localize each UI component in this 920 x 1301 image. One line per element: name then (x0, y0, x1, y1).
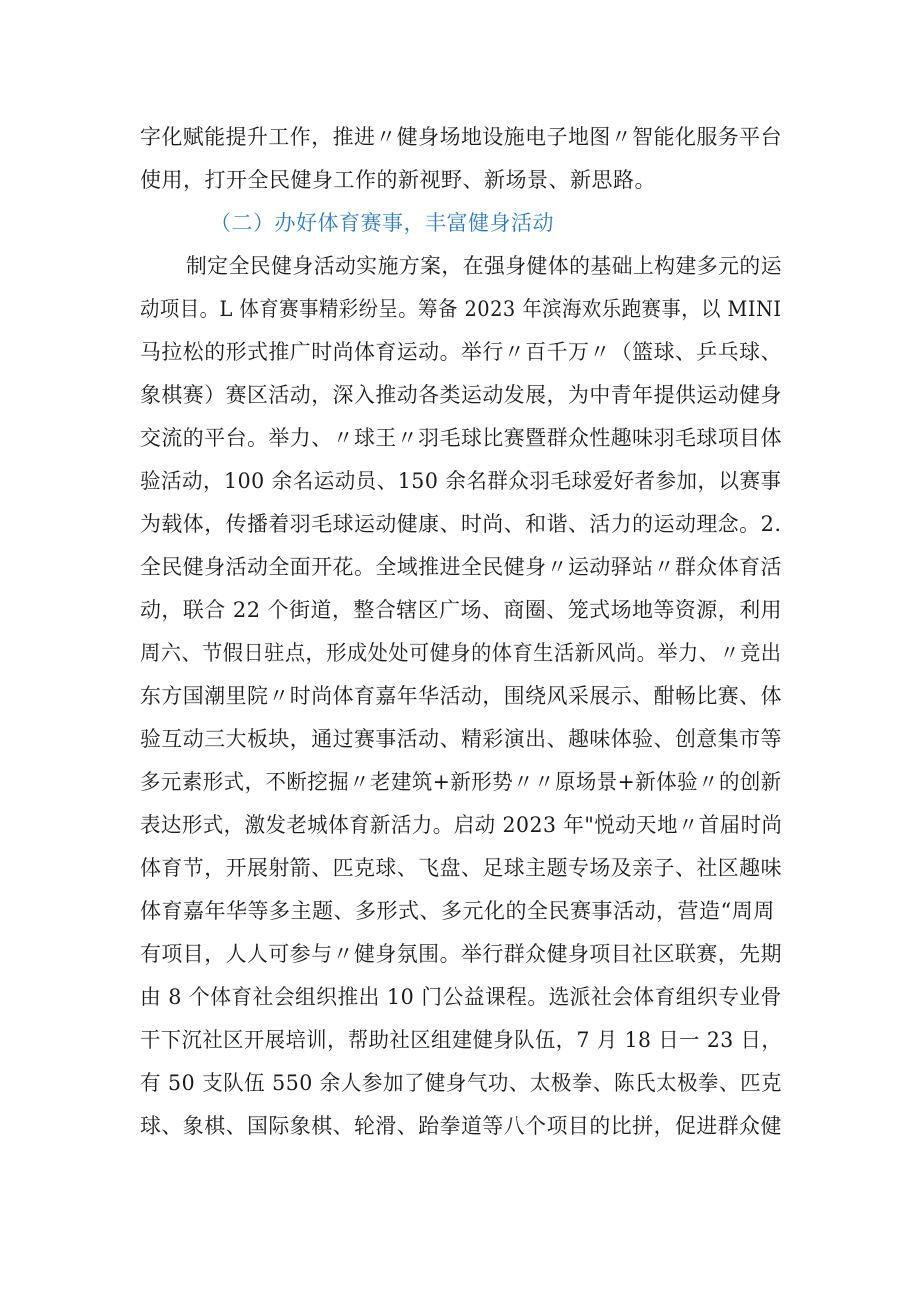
paragraph-line: 球、象棋、国际象棋、轮滑、跆拳道等八个项目的比拼，促进群众健 (140, 1114, 782, 1138)
paragraph-line: 由 8 个体育社会组织推出 10 门公益课程。选派社会体育组织专业骨 (140, 985, 782, 1009)
paragraph-line: 周六、节假日驻点，形成处处可健身的体育生活新风尚。举力、〃竞出 (140, 641, 782, 665)
paragraph-line: 东方国潮里院〃时尚体育嘉年华活动，围绕风采展示、酣畅比赛、体 (140, 684, 782, 708)
paragraph-line: 体育嘉年华等多主题、多形式、多元化的全民赛事活动，营造“周周 (140, 899, 775, 923)
paragraph-line: 动项目。L 体育赛事精彩纷呈。筹备 2023 年滨海欢乐跑赛事，以 MINI (140, 297, 782, 321)
paragraph-line: 动，联合 22 个街道，整合辖区广场、商圈、笼式场地等资源，利用 (140, 598, 783, 622)
section-heading: （二）办好体育赛事，丰富健身活动 (210, 211, 554, 235)
paragraph-line: 有项目，人人可参与〃健身氛围。举行群众健身项目社区联赛，先期 (140, 942, 782, 966)
paragraph-line: 交流的平台。举力、〃球王〃羽毛球比赛暨群众性趣味羽毛球项目体 (140, 426, 782, 450)
paragraph-line: 干下沉社区开展培训，帮助社区组建健身队伍，7 月 18 日一 23 日， (140, 1028, 783, 1052)
paragraph-line: 为载体，传播着羽毛球运动健康、时尚、和谐、活力的运动理念。2. (140, 512, 782, 536)
paragraph-line: 体育节，开展射箭、匹克球、飞盘、足球主题专场及亲子、社区趣味 (140, 856, 782, 880)
paragraph-first-line: 制定全民健身活动实施方案，在强身健体的基础上构建多元的运 (186, 254, 782, 278)
paragraph-line: 验活动，100 余名运动员、150 余名群众羽毛球爱好者参加，以赛事 (140, 469, 782, 493)
paragraph-line: 有 50 支队伍 550 余人参加了健身气功、太极拳、陈氏太极拳、匹克 (140, 1071, 783, 1095)
intro-line: 字化赋能提升工作，推进〃健身场地设施电子地图〃智能化服务平台 (140, 125, 782, 149)
paragraph-line: 表达形式，激发老城体育新活力。启动 2023 年"悦动天地〃首届时尚 (140, 813, 783, 837)
paragraph-line: 多元素形式，不断挖掘〃老建筑+新形势〃〃原场景+新体验〃的创新 (140, 770, 782, 794)
paragraph-line: 验互动三大板块，通过赛事活动、精彩演出、趣味体验、创意集市等 (140, 727, 782, 751)
intro-line: 使用，打开全民健身工作的新视野、新场景、新思路。 (140, 168, 656, 192)
paragraph-line: 全民健身活动全面开花。全域推进全民健身〃运动驿站〃群众体育活 (140, 555, 782, 579)
paragraph-line: 象棋赛）赛区活动，深入推动各类运动发展，为中青年提供运动健身 (140, 383, 782, 407)
paragraph-line: 马拉松的形式推广时尚体育运动。举行〃百千万〃（篮球、乒乓球、 (140, 340, 782, 364)
